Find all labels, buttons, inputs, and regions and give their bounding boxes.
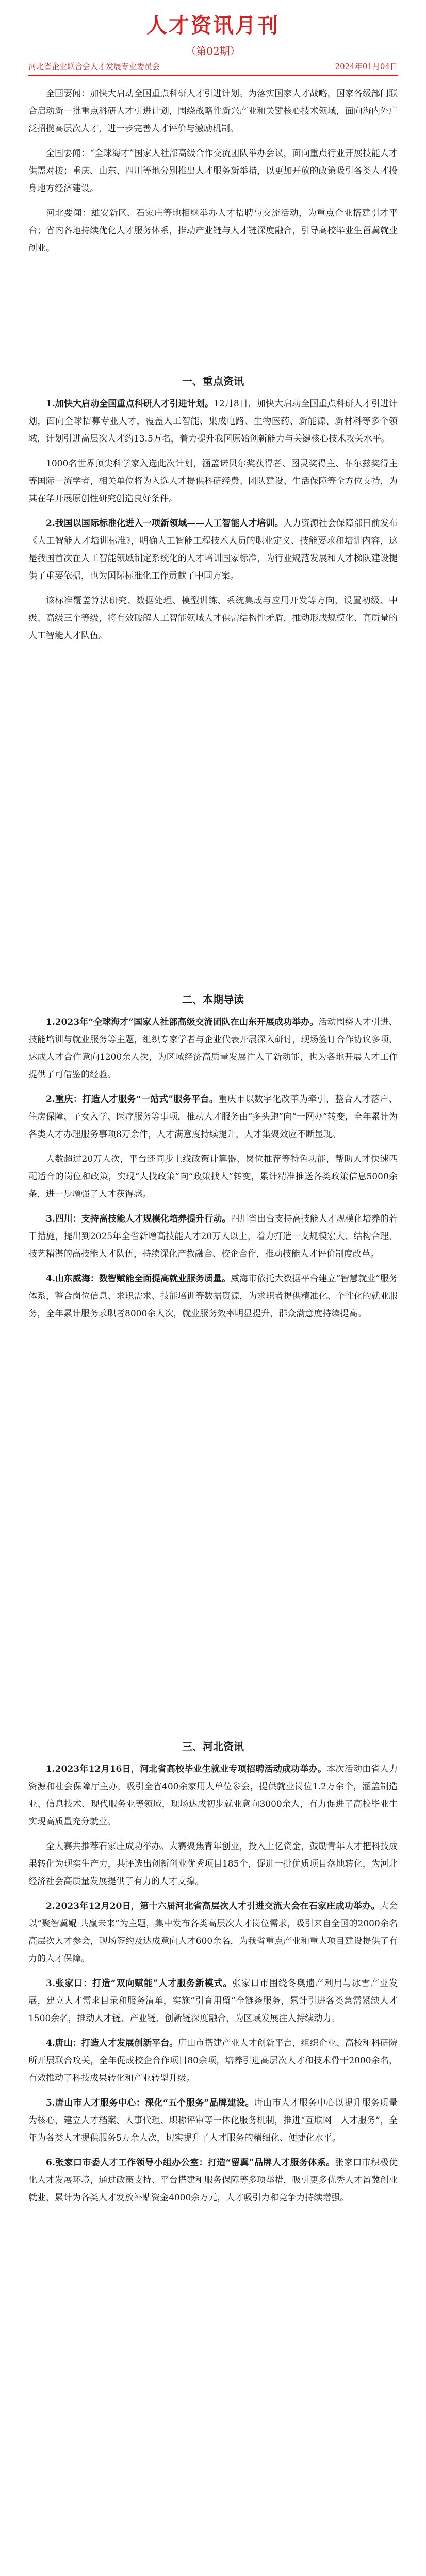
news-item	[28, 1210, 398, 1263]
news-item-title: 2.重庆：打造人才服务“一站式”服务平台。	[46, 1094, 219, 1105]
news-item	[28, 455, 398, 507]
news-item	[28, 1838, 398, 1890]
news-item-text: 活动围绕人才引进、技能培训与就业服务等主题，组织专家学者与企业代表开展深入研讨，现场签订合作协议多项，达成人才合作意向1200余人次，为区域经济高质量发展注入了新动能，也为各地开展人才工作提供了可借鉴的经验。	[28, 1017, 398, 1080]
news-item	[28, 1270, 398, 1323]
publish-date: 2024年01月04日	[335, 62, 398, 71]
news-item-title: 4.山东威海：数智赋能全面提高就业服务质量。	[46, 1274, 231, 1284]
lead-section	[28, 85, 398, 264]
news-item-title: 6.张家口市委人才工作领导小组办公室：打造“留冀”品牌人才服务体系。	[46, 2158, 335, 2168]
news-item	[28, 2154, 398, 2207]
lead-paragraph: 河北要闻：雄安新区、石家庄等地相继举办人才招聘与交流活动，为重点企业搭建引才平台；省内各地持续优化人才服务体系，推动产业链与人才链深度融合，引导高校毕业生留冀就业创业。	[28, 208, 398, 253]
news-item-title: 2.我国以国际标准化进入一项新领域——人工智能人才培训。	[46, 518, 284, 529]
publication-info	[28, 61, 398, 72]
news-item-title: 3.张家口：打造“双向赋能”人才服务新模式。	[46, 1978, 233, 1989]
section-heading: 三、河北资讯	[182, 1740, 244, 1753]
newsletter-title: 人才资讯月刊	[146, 14, 280, 38]
section-hebei-news	[28, 1726, 398, 2214]
section-guide	[28, 979, 398, 1330]
news-item	[28, 395, 398, 448]
news-item-title: 5.唐山市人才服务中心：深化“五个服务”品牌建设。	[46, 2098, 254, 2108]
news-item	[28, 1013, 398, 1083]
news-item-text: 重庆市以数字化改革为牵引，整合人才落户、住房保障、子女入学、医疗服务等事项，推动人才服务由“多头跑”向“一网办”转变，全年累计为各类人才办理服务事项8万余件，人才满意度持续提升，人才集聚效应不断显现。	[28, 1094, 398, 1140]
news-item-text: 全大赛共推荐石家庄成功举办。大赛聚焦青年创业，投入上亿资金，鼓励青年人才把科技成果转化为现实生产力，共评选出创新创业优秀项目185个，促进一批优质项目落地转化，为河北经济社会高质量发展提供了有力的人才支撑。	[28, 1841, 398, 1887]
news-item-text: 张家口市积极优化人才发展环境，通过政策支持、平台搭建和服务保障等多项举措，吸引更多优秀人才留冀创业就业，累计为各类人才发放补贴资金4000余万元，人才吸引力和竞争力持续增强。	[28, 2158, 398, 2203]
section-heading: 二、本期导读	[182, 993, 244, 1006]
news-item-title: 1.加快大启动全国重点科研人才引进计划。	[46, 399, 214, 409]
news-item	[28, 592, 398, 645]
news-item-text: 威海市依托大数据平台建立“智慧就业”服务体系，整合岗位信息、求职需求、技能培训等数据资源，为求职者提供精准化、个性化的就业服务，全年累计服务求职者8000余人次，就业服务效率明显提升，群众满意度持续提高。	[28, 1274, 398, 1319]
news-item	[28, 1975, 398, 2027]
news-item-text: 该标准覆盖算法研究、数据处理、模型训练、系统集成与应用开发等方向，设置初级、中级、高级三个等级，将有效破解人工智能领域人才供需结构性矛盾，推动形成规模化、高质量的人工智能人才队伍。	[28, 596, 398, 641]
news-item	[28, 1150, 398, 1203]
news-item	[28, 1091, 398, 1143]
news-item-title: 2.2023年12月20日，第十六届河北省高层次人才引进交流大会在石家庄成功举办。	[46, 1901, 380, 1911]
news-item-text: 本次活动由省人力资源和社会保障厅主办，吸引全省400余家用人单位参会，提供就业岗位1.2万余个，涵盖制造业、信息技术、现代服务业等领域，现场达成初步就业意向3000余人，有力促进了高校毕业生实现高质量充分就业。	[28, 1764, 398, 1827]
issue-number: （第02期）	[186, 45, 240, 57]
news-item-text: 唐山市搭建产业人才创新平台，组织企业、高校和科研院所开展联合攻关，全年促成校企合作项目80余项，培养引进高层次人才和技术骨干2000余名，有效推动了科技成果转化和产业转型升级。	[28, 2038, 398, 2083]
news-item-text: 唐山市人才服务中心以提升服务质量为核心，建立人才档案、人事代理、职称评审等一体化服务机制，推进“互联网＋人才服务”，全年为各类人才提供服务5万余人次，切实提升了人才服务的精细化、便捷化水平。	[28, 2098, 398, 2143]
news-item	[28, 515, 398, 585]
news-item-text: 大会以“聚智冀鲲 共赢未来”为主题，集中发布各类高层次人才岗位需求，吸引来自全国的2000余名高层次人才参会，现场签约及达成意向人才600余名，为我省重点产业和重大项目建设提供了有力的人才保障。	[28, 1901, 398, 1964]
news-item-text: 张家口市围绕冬奥遗产利用与冰雪产业发展，建立人才需求目录和服务清单，实施“引育用留”全链条服务，累计引进各类急需紧缺人才1500余名，推动人才链、产业链、创新链深度融合，为区域发展注入持续动力。	[28, 1978, 398, 2024]
masthead	[0, 0, 426, 58]
lead-paragraph: 全国要闻：加快大启动全国重点科研人才引进计划。为落实国家人才战略，国家各级部门联合启动新一批重点科研人才引进计划，围绕战略性新兴产业和关键核心技术领域，面向海内外广泛招揽高层次人才，进一步完善人才评价与激励机制。	[28, 89, 398, 134]
news-item-text: 1000名世界顶尖科学家入选此次计划，涵盖诺贝尔奖获得者、图灵奖得主、菲尔兹奖得主等国际一流学者，相关单位将为入选人才提供科研经费、团队建设、生活保障等全方位支持，为其在华开展原创性研究创造良好条件。	[28, 459, 398, 504]
header-divider	[28, 75, 398, 76]
lead-paragraph: 全国要闻：“全球海才”国家人社部高级合作交流团队举办会议，面向重点行业开展技能人才供需对接；重庆、山东、四川等地分别推出人才服务新举措，以更加开放的政策吸引各类人才投身地方经济建设。	[28, 148, 398, 194]
news-item-text: 四川省出台支持高技能人才规模化培养的若干措施，提出到2025年全省新增高技能人才20万人以上，着力打造一支规模宏大、结构合理、技艺精湛的高技能人才队伍，持续深化产教融合、校企合作，推动技能人才评价制度改革。	[28, 1214, 398, 1259]
news-item	[28, 1897, 398, 1968]
news-item-text: 人数超过20万人次，平台还同步上线政策计算器、岗位推荐等特色功能，帮助人才快速匹配适合的岗位和政策，实现“人找政策”向“政策找人”转变，累计精准推送各类政策信息5000余条，进一步增强了人才获得感。	[28, 1154, 398, 1199]
news-item	[28, 2094, 398, 2147]
news-item-text: 12月8日，加快大启动全国重点科研人才引进计划，面向全球招募专业人才，覆盖人工智能、集成电路、生物医药、新能源、新材料等多个领域，计划引进高层次人才约13.5万名，着力提升我国原始创新能力与关键核心技术攻关水平。	[28, 399, 398, 444]
section-key-news	[28, 361, 398, 652]
news-item-title: 1.2023年“全球海才”国家人社部高级交流团队在山东开展成功举办。	[46, 1017, 319, 1027]
news-item-text: 人力资源社会保障部日前发布《人工智能人才培训标准》，明确人工智能工程技术人员的职业定义、技能要求和培训内容，这是我国首次在人工智能领域制定系统化的人才培训国家标准，为行业规范发展和人才梯队建设提供了重要依据，也为国际标准化工作贡献了中国方案。	[28, 518, 398, 581]
news-item-title: 3.四川：支持高技能人才规模化培养提升行动。	[46, 1214, 231, 1224]
news-item	[28, 1760, 398, 1831]
news-item-title: 1.2023年12月16日，河北省高校毕业生就业专项招聘活动成功举办。	[46, 1764, 327, 1774]
publisher-name: 河北省企业联合会人才发展专业委员会	[28, 62, 160, 71]
news-item-title: 4.唐山：打造人才发展创新平台。	[46, 2038, 178, 2048]
news-item	[28, 2035, 398, 2087]
section-heading: 一、重点资讯	[182, 375, 244, 387]
